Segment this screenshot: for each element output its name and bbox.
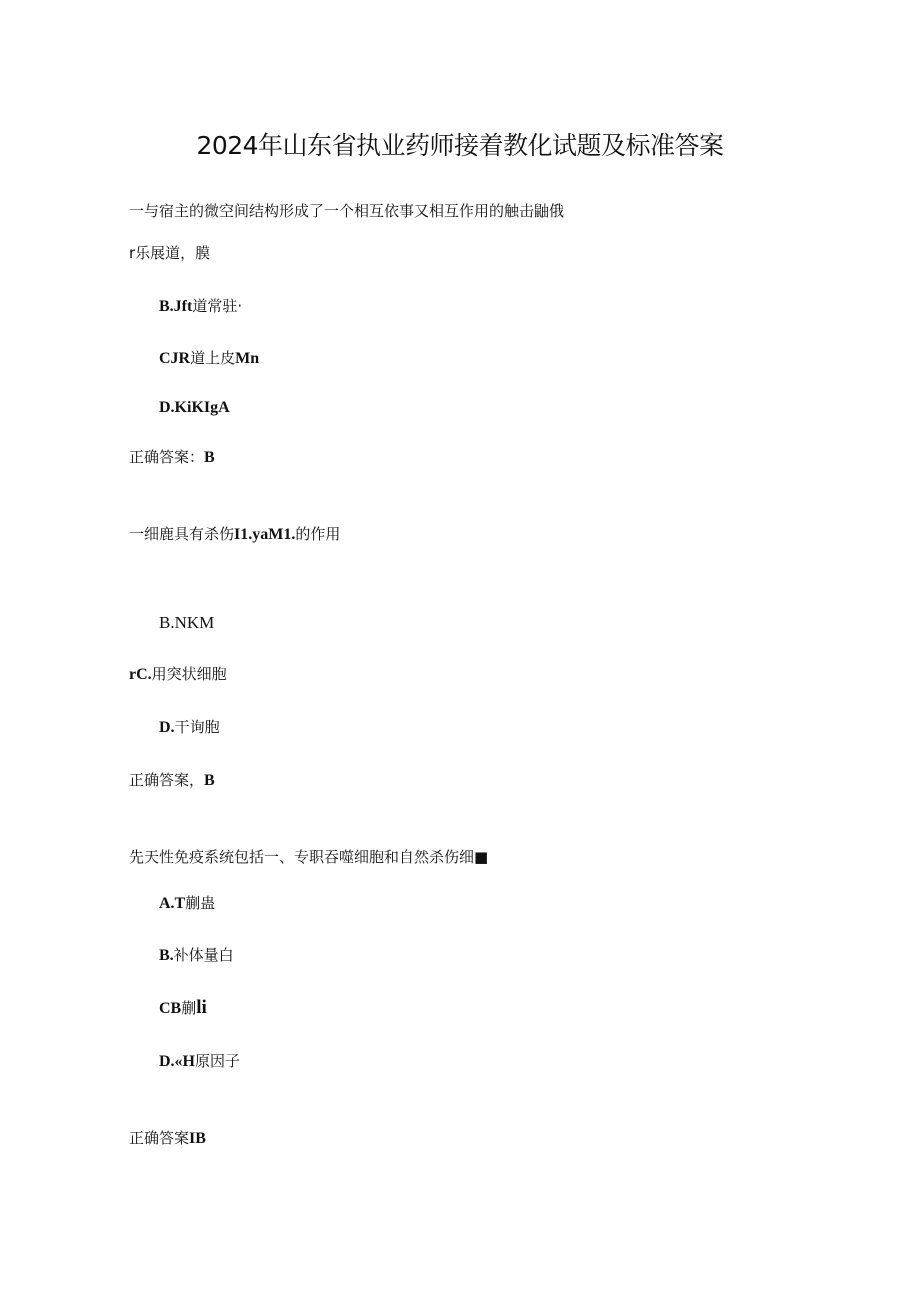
option-text: 乐展道，膜 (135, 244, 211, 262)
answer-label: 正确答案： (129, 448, 205, 466)
stem-latin: I1.yaM1. (234, 526, 296, 543)
question-1-stem: 一与宿主的微空间结构形成了一个相互依事又相互作用的触击鼬俄 (129, 202, 565, 220)
question-3-stem: 先天性免疫系统包括一、专职吞噬细胞和自然杀伤细■ (129, 848, 489, 866)
option-prefix: A.T (159, 895, 186, 912)
stem-text: 的作用 (295, 525, 341, 543)
option-prefix: D. (159, 719, 175, 736)
question-3-option-d (159, 1051, 240, 1072)
option-prefix: B.NKM (159, 613, 215, 632)
question-2-option-b (159, 613, 214, 633)
option-text: 蒯蛊 (185, 894, 216, 912)
option-prefix: D.«H (159, 1053, 195, 1070)
option-text: 用突状细胞 (151, 665, 227, 683)
option-suffix: li (196, 997, 207, 1018)
option-prefix: rC. (129, 666, 152, 683)
question-1-option-d (159, 397, 230, 418)
option-text: 补体量白 (173, 946, 234, 964)
answer-value: IB (189, 1130, 206, 1147)
option-prefix: D.KiKIgA (159, 399, 230, 416)
option-prefix: B.Jft (159, 298, 193, 315)
question-3-answer (129, 1128, 206, 1149)
option-text: 干询胞 (174, 718, 220, 736)
answer-value: B (204, 772, 215, 789)
question-3-option-c (159, 998, 207, 1019)
option-text: 原因子 (195, 1052, 241, 1070)
question-3-option-b (159, 945, 234, 966)
question-1-option-a (129, 243, 210, 263)
stem-text: 一细鹿具有杀伤 (129, 525, 235, 543)
option-text: 道上皮 (190, 349, 236, 367)
option-text: 道常驻· (192, 297, 243, 315)
document-title: 2024年山东省执业药师接着教化试题及标准答案 (196, 131, 724, 160)
option-suffix: Mn (235, 350, 260, 367)
question-2-option-d (159, 717, 220, 738)
answer-label: 正确答案， (129, 771, 205, 789)
question-2-option-c (129, 664, 227, 685)
option-prefix: CB (159, 1000, 182, 1017)
question-1-option-b (159, 296, 242, 317)
option-prefix: B. (159, 947, 174, 964)
question-3-option-a (159, 893, 215, 914)
question-1-answer (129, 447, 215, 468)
answer-label: 正确答案 (129, 1129, 190, 1147)
option-text: 蒯 (181, 999, 197, 1017)
option-prefix: CJR (159, 350, 191, 367)
answer-value: B (204, 449, 215, 466)
question-2-stem (129, 524, 340, 545)
option-prefix: r (129, 244, 136, 262)
question-2-answer (129, 770, 215, 791)
question-1-option-c (159, 348, 259, 369)
